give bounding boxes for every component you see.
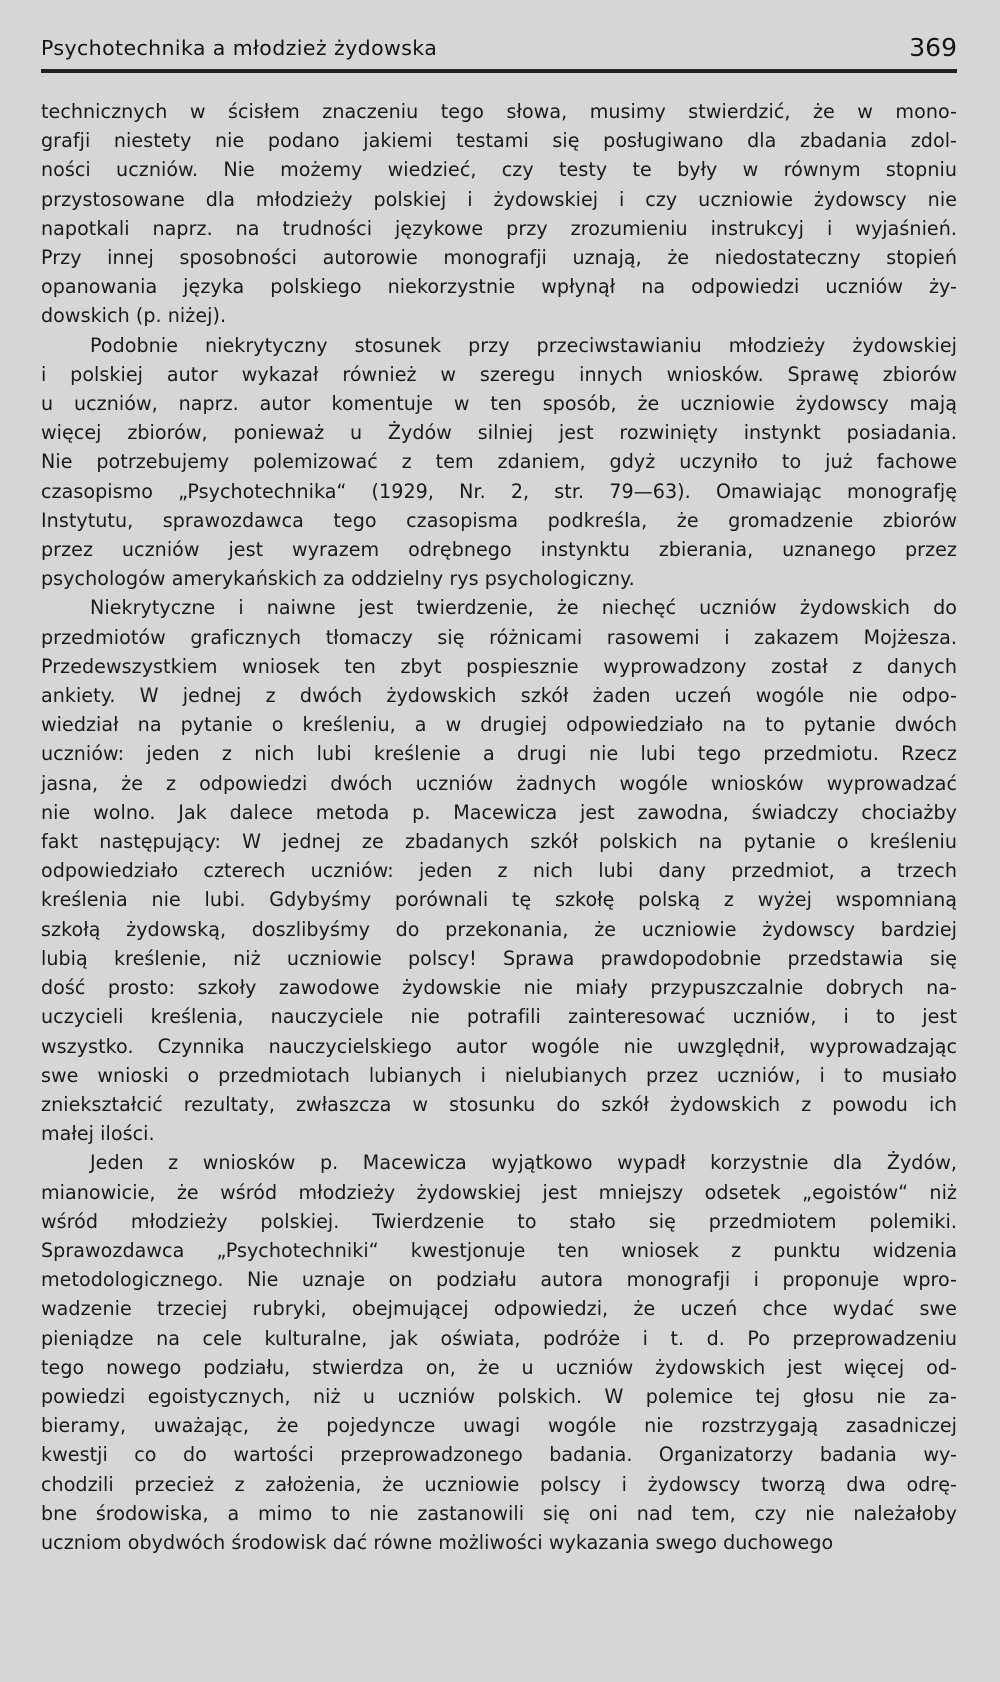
text-line: chodzili przecież z założenia, że uczniowie polscy i żydowscy tworzą dwa odrę- [41,1472,957,1496]
text-line: jasna, że z odpowiedzi dwóch uczniów żadnych wogóle wniosków wyprowadzać [41,771,957,795]
text-line: i polskiej autor wykazał również w szeregu innych wniosków. Sprawę zbiorów [41,362,957,386]
text-line: wszystko. Czynnika nauczycielskiego autor wogóle nie uwzględnił, wyprowadzając [41,1034,957,1058]
paragraph [41,331,957,594]
text-line: uczycieli kreślenia, nauczyciele nie potrafili zainteresować uczniów, i to jest [41,1005,957,1029]
text-line: swe wnioski o przedmiotach lubianych i nielubianych przez uczniów, i to musiało [41,1063,957,1087]
page-number: 369 [909,33,957,62]
paragraph [41,593,957,1148]
text-line: Niekrytyczne i naiwne jest twierdzenie, że niechęć uczniów żydowskich do [90,596,957,620]
text-line: bieramy, uważając, że pojedyncze uwagi wogóle nie rozstrzygają zasadniczej [41,1414,957,1438]
text-line: kreślenia nie lubi. Gdybyśmy porównali tę szkołę polską z wyżej wspomnianą [41,888,957,912]
text-line: Przedewszystkiem wniosek ten zbyt pospiesznie wyprowadzony został z danych [41,654,957,678]
text-line: bne środowiska, a mimo to nie zastanowili się oni nad tem, czy nie należałoby [41,1501,957,1525]
text-line: zniekształcić rezultaty, zwłaszcza w stosunku do szkół żydowskich z powodu ich [41,1092,957,1116]
text-line: tego nowego podziału, stwierdza on, że u uczniów żydowskich jest więcej od- [41,1355,957,1379]
text-line: wadzenie trzeciej rubryki, obejmującej odpowiedzi, że uczeń chce wydać swe [41,1297,957,1321]
text-line: metodologicznego. Nie uznaje on podziału autora monografji i proponuje wpro- [41,1268,957,1292]
text-line: dowskich (p. niżej). [41,304,227,328]
text-line: powiedzi egoistycznych, niż u uczniów polskich. W polemice tej głosu nie za- [41,1384,957,1408]
text-line: grafji niestety nie podano jakiemi testami się posługiwano dla zbadania zdol- [41,129,957,153]
text-line: dość prosto: szkoły zawodowe żydowskie nie miały przypuszczalnie dobrych na- [41,976,957,1000]
text-line: Przy innej sposobności autorowie monografji uznają, że niedostateczny stopień [41,246,957,270]
text-line: Sprawozdawca „Psychotechniki“ kwestjonuje ten wniosek z punktu widzenia [41,1238,957,1262]
page-header [41,30,957,70]
text-line: przedmiotów graficznych tłomaczy się różnicami rasowemi i zakazem Mojżesza. [41,625,957,649]
body-text [41,97,957,1557]
text-line: opanowania języka polskiego niekorzystnie wpłynął na odpowiedzi uczniów ży- [41,275,957,299]
text-line: przez uczniów jest wyrazem odrębnego instynktu zbierania, uznanego przez [41,538,957,562]
text-line: kwestji co do wartości przeprowadzonego badania. Organizatorzy badania wy- [41,1443,957,1467]
text-line: odpowiedziało czterech uczniów: jeden z nich lubi dany przedmiot, a trzech [41,859,957,883]
text-line: szkołą żydowską, doszlibyśmy do przekonania, że uczniowie żydowscy bardziej [41,917,957,941]
text-line: Podobnie niekrytyczny stosunek przy przeciwstawianiu młodzieży żydowskiej [90,333,957,357]
text-line: ności uczniów. Nie możemy wiedzieć, czy testy te były w równym stopniu [41,158,957,182]
text-line: czasopismo „Psychotechnika“ (1929, Nr. 2, str. 79—63). Omawiając monografję [41,479,957,503]
text-line: uczniów: jeden z nich lubi kreślenie a drugi nie lubi tego przedmiotu. Rzecz [41,742,957,766]
text-line: Instytutu, sprawozdawca tego czasopisma podkreśla, że gromadzenie zbiorów [41,508,957,532]
header-rule [41,69,957,73]
text-line: u uczniów, naprz. autor komentuje w ten sposób, że uczniowie żydowscy mają [41,392,957,416]
text-line: napotkali naprz. na trudności językowe przy zrozumieniu instrukcyj i wyjaśnień. [41,216,957,240]
text-line: mianowicie, że wśród młodzieży żydowskiej jest mniejszy odsetek „egoistów“ niż [41,1180,957,1204]
text-line: wśród młodzieży polskiej. Twierdzenie to stało się przedmiotem polemiki. [41,1209,957,1233]
text-line: ankiety. W jednej z dwóch żydowskich szkół żaden uczeń wogóle nie odpo- [41,684,957,708]
text-line: fakt następujący: W jednej ze zbadanych szkół polskich na pytanie o kreśleniu [41,830,957,854]
text-line: Jeden z wniosków p. Macewicza wyjątkowo wypadł korzystnie dla Żydów, [90,1151,957,1175]
text-line: pieniądze na cele kulturalne, jak oświata, podróże i t. d. Po przeprowadzeniu [41,1326,957,1350]
text-line: lubią kreślenie, niż uczniowie polscy! Sprawa prawdopodobnie przedstawia się [41,946,957,970]
text-line: Nie potrzebujemy polemizować z tem zdaniem, gdyż uczyniło to już fachowe [41,450,957,474]
text-line: przystosowane dla młodzieży polskiej i żydowskiej i czy uczniowie żydowscy nie [41,187,957,211]
text-line: technicznych w ścisłem znaczeniu tego słowa, musimy stwierdzić, że w mono- [41,100,957,123]
text-line: małej ilości. [41,1122,155,1146]
text-line: więcej zbiorów, ponieważ u Żydów silniej jest rozwinięty instynkt posiadania. [41,421,957,445]
text-line: uczniom obydwóch środowisk dać równe możliwości wykazania swego duchowego [41,1530,834,1554]
paragraph [41,97,957,331]
text-line: wiedział na pytanie o kreśleniu, a w drugiej odpowiedziało na to pytanie dwóch [41,713,957,737]
running-title: Psychotechnika a młodzież żydowska [41,36,438,60]
text-line: psychologów amerykańskich za oddzielny rys psychologiczny. [41,567,635,591]
paragraph [41,1148,957,1557]
text-line: nie wolno. Jak dalece metoda p. Macewicza jest zawodna, świadczy chociażby [41,800,957,824]
